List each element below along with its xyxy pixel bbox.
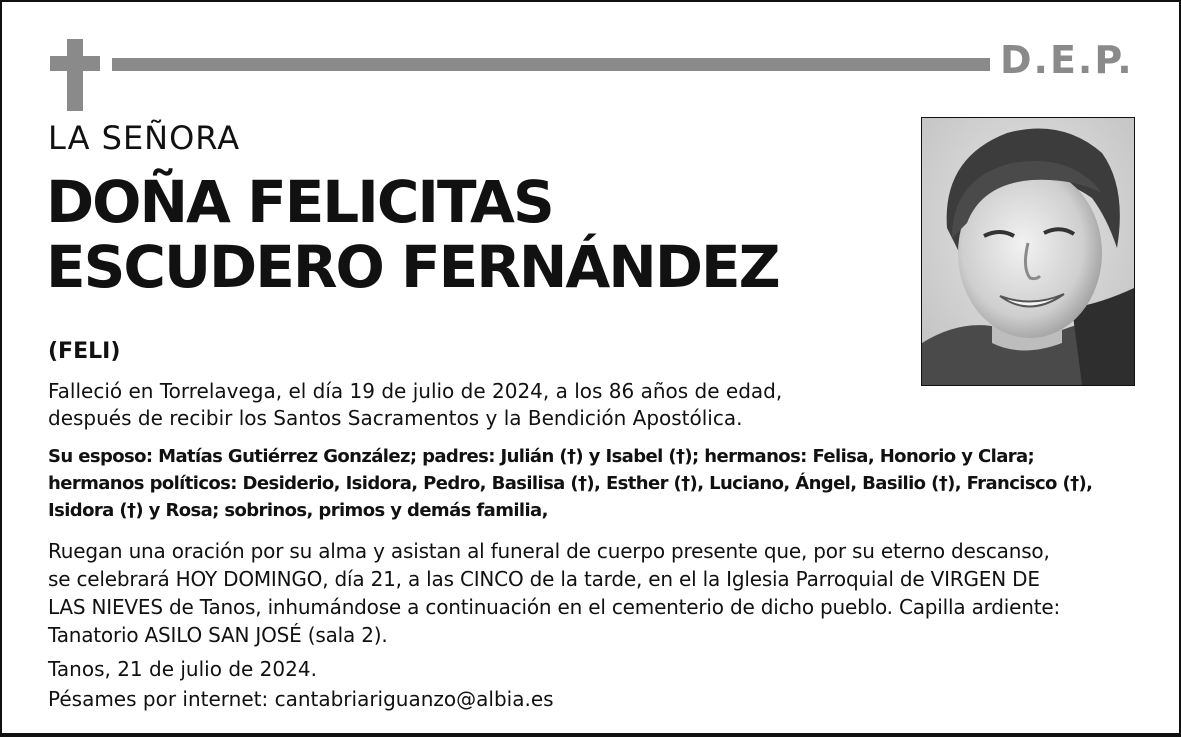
- header-rule: [112, 58, 990, 71]
- death-notice-line-1: Falleció en Torrelavega, el día 19 de julio de 2024, a los 86 años de edad,: [48, 379, 783, 403]
- funeral-line-4: Tanatorio ASILO SAN JOSÉ (sala 2).: [48, 623, 388, 647]
- deceased-name-line-2: ESCUDERO FERNÁNDEZ: [46, 233, 779, 301]
- portrait-icon: [922, 118, 1134, 385]
- title-intro: LA SEÑORA: [48, 119, 241, 157]
- family-line-3: Isidora (†) y Rosa; sobrinos, primos y demás familia,: [48, 500, 548, 521]
- portrait-photo: [921, 117, 1135, 386]
- death-notice-line-2: después de recibir los Santos Sacramentos y la Bendición Apostólica.: [48, 406, 743, 430]
- place-date: Tanos, 21 de julio de 2024.: [48, 657, 317, 681]
- funeral-line-1: Ruegan una oración por su alma y asistan al funeral de cuerpo presente que, por su eterno descanso,: [48, 539, 1050, 563]
- family-line-1: Su esposo: Matías Gutiérrez González; padres: Julián (†) y Isabel (†); hermanos: Felisa, Honorio y Clara;: [48, 446, 1035, 467]
- funeral-details: [48, 537, 1060, 649]
- nickname: (FELI): [48, 339, 121, 364]
- condolences-contact: Pésames por internet: cantabriariguanzo@albia.es: [48, 687, 554, 711]
- deceased-name-line-1: DOÑA FELICITAS: [46, 168, 553, 236]
- funeral-line-3: LAS NIEVES de Tanos, inhumándose a continuación en el cementerio de dicho pueblo. Capilla ardiente:: [48, 595, 1061, 619]
- family-line-2: hermanos políticos: Desiderio, Isidora, Pedro, Basilisa (†), Esther (†), Luciano, Ángel, Basilio (†), Francisco (†),: [48, 473, 1093, 494]
- family-list: [48, 443, 1092, 524]
- death-notice: [48, 378, 782, 432]
- funeral-line-2: se celebrará HOY DOMINGO, día 21, a las CINCO de la tarde, en el la Iglesia Parroquial de VIRGEN DE: [48, 567, 1040, 591]
- dep-label: D.E.P.: [1000, 38, 1134, 82]
- deceased-name: [46, 170, 779, 300]
- cross-icon: [50, 39, 100, 111]
- footer: [48, 654, 554, 714]
